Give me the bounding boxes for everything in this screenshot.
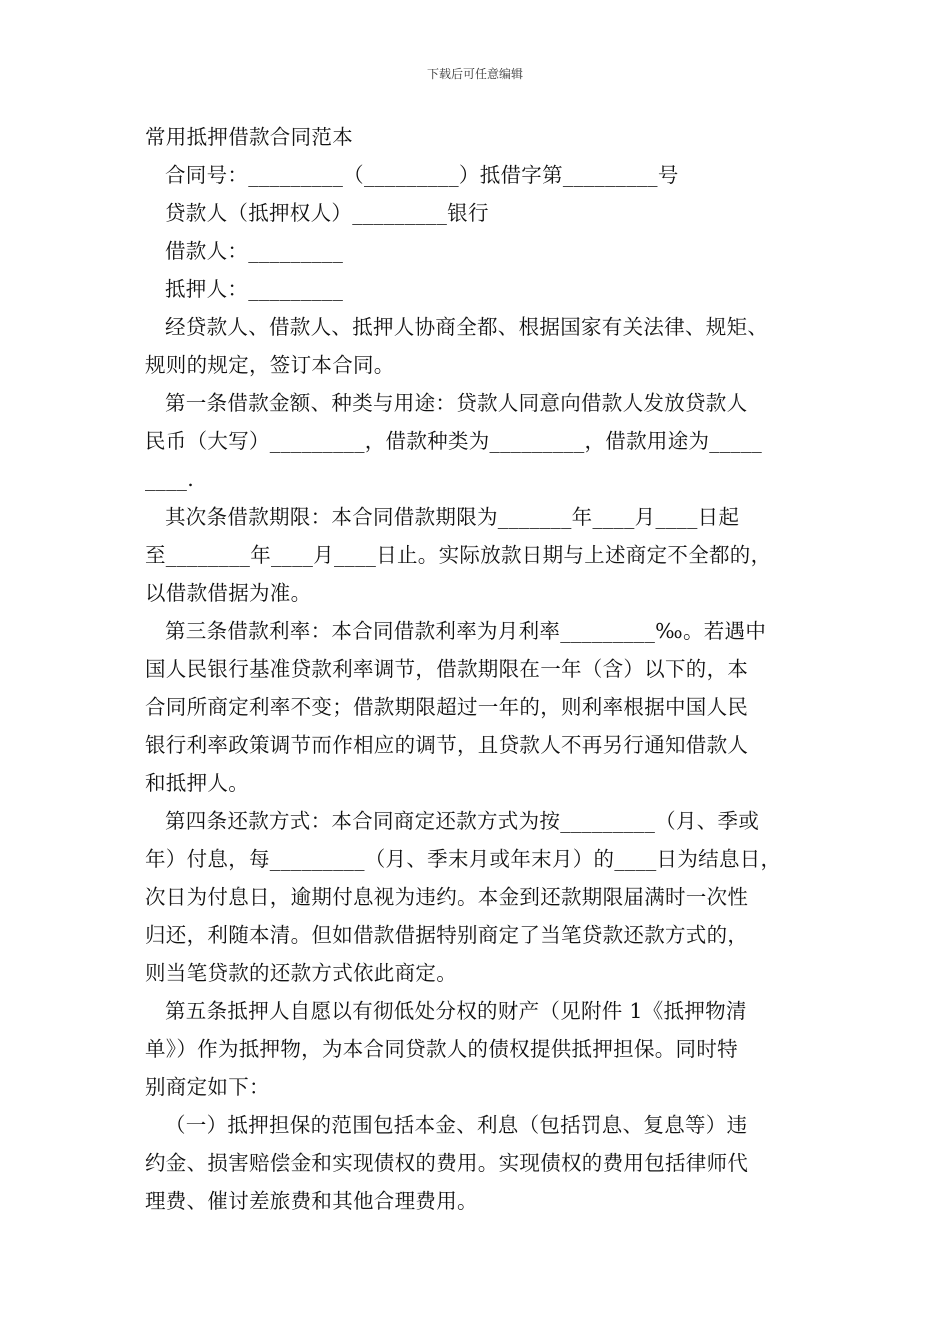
- document-title: 常用抵押借款合同范本: [145, 125, 353, 149]
- contract-line: 合同号：_________（_________）抵借字第_________号: [165, 163, 679, 187]
- contract-line: 约金、损害赔偿金和实现债权的费用。实现债权的费用包括律师代: [145, 1151, 749, 1175]
- contract-line: 至________年____月____日止。实际放款日期与上述商定不全都的，: [145, 543, 772, 567]
- contract-line: 单》）作为抵押物，为本合同贷款人的债权提供抵押担保。同时特: [145, 1037, 738, 1061]
- contract-line: 经贷款人、借款人、抵押人协商全都、根据国家有关法律、规矩、: [165, 315, 769, 339]
- contract-line: 别商定如下：: [145, 1075, 270, 1099]
- contract-line: 民币（大写）_________，借款种类为_________，借款用途为_____: [145, 429, 763, 453]
- contract-line: 第四条还款方式：本合同商定还款方式为按_________（月、季或: [165, 809, 760, 833]
- contract-line: 和抵押人。: [145, 771, 249, 795]
- contract-line: 借款人：_________: [165, 239, 344, 263]
- contract-line: 次日为付息日，逾期付息视为违约。本金到还款期限届满时一次性: [145, 885, 749, 909]
- contract-line: 贷款人（抵押权人）_________银行: [165, 201, 489, 225]
- contract-line: 银行利率政策调节而作相应的调节，且贷款人不再另行通知借款人: [145, 733, 749, 757]
- contract-line: 国人民银行基准贷款利率调节，借款期限在一年（含）以下的，本: [145, 657, 749, 681]
- contract-line: 规则的规定，签订本合同。: [145, 353, 395, 377]
- contract-line: （一）抵押担保的范围包括本金、利息（包括罚息、复息等）违: [165, 1113, 748, 1137]
- page-header: 下载后可任意编辑: [426, 67, 523, 81]
- contract-line: 抵押人：_________: [165, 277, 344, 301]
- contract-line: 合同所商定利率不变；借款期限超过一年的，则利率根据中国人民: [145, 695, 749, 719]
- contract-line: 其次条借款期限：本合同借款期限为_______年____月____日起: [165, 505, 740, 529]
- contract-line: 年）付息，每_________（月、季末月或年末月）的____日为结息日，: [145, 847, 782, 871]
- contract-line: 则当笔贷款的还款方式依此商定。: [145, 961, 457, 985]
- contract-line: 以借款借据为准。: [145, 581, 312, 605]
- contract-body: [145, 118, 815, 1220]
- contract-line: 归还，利随本清。但如借款借据特别商定了当笔贷款还款方式的，: [145, 923, 749, 947]
- contract-line: 第一条借款金额、种类与用途：贷款人同意向借款人发放贷款人: [165, 391, 748, 415]
- contract-line: 第五条抵押人自愿以有彻低处分权的财产（见附件 1《抵押物清: [165, 999, 747, 1023]
- contract-line: 理费、催讨差旅费和其他合理费用。: [145, 1189, 478, 1213]
- contract-line: 第三条借款利率：本合同借款利率为月利率_________‰。若遇中: [165, 619, 767, 643]
- contract-line: ____.: [145, 467, 195, 491]
